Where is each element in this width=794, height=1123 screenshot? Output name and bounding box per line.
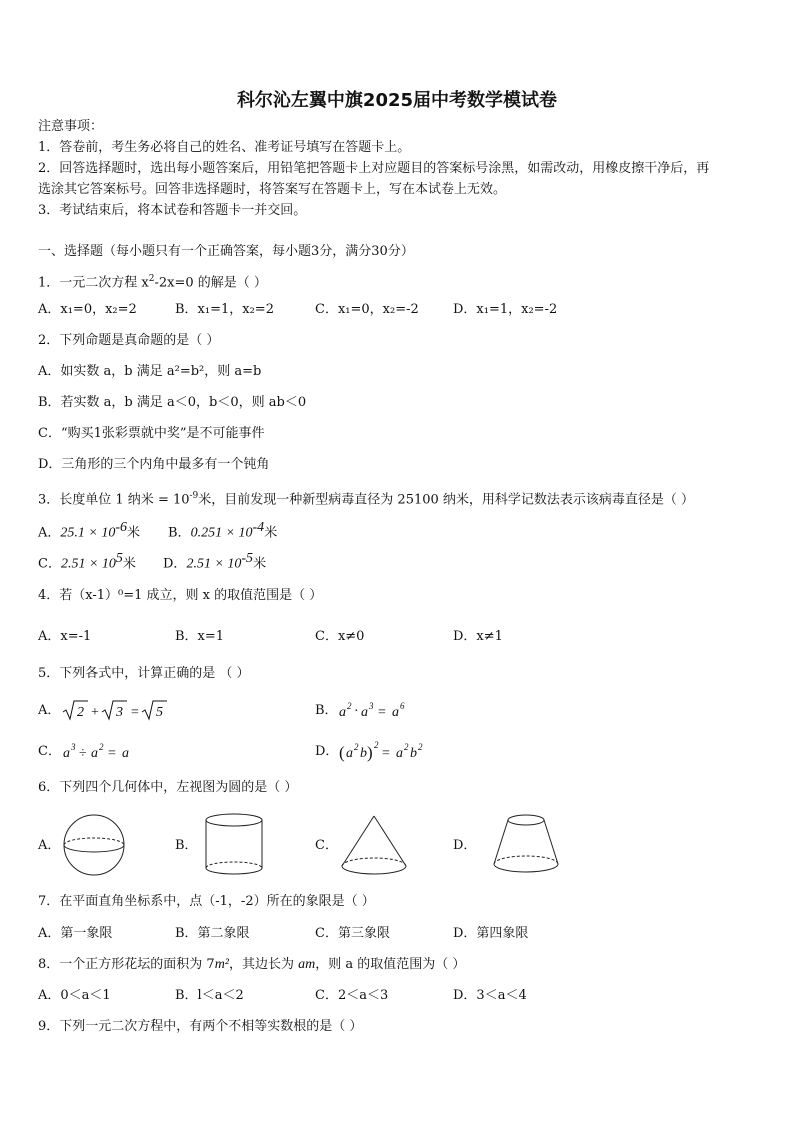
svg-text:a: a: [346, 746, 353, 761]
q7-option-c: C．第三象限: [315, 926, 390, 941]
q3-option-c: C．$2.51 \times 10^5$米: [38, 551, 136, 572]
svg-text:2: 2: [374, 740, 379, 750]
svg-text:2: 2: [99, 742, 104, 752]
svg-text:2: 2: [77, 705, 84, 720]
q5-option-b-formula: [336, 696, 426, 724]
svg-text:·: ·: [354, 704, 359, 719]
cylinder-figure: [200, 812, 270, 878]
q1-option-a: A．x₁=0，x₂=2: [38, 302, 137, 317]
q1-option-c: C．x₁=0，x₂=-2: [315, 302, 419, 317]
question-6-stem: 6．下列四个几何体中，左视图为圆的是（ ）: [38, 780, 298, 795]
q8-option-b: B．l＜a＜2: [175, 988, 244, 1003]
svg-text:a: a: [122, 746, 129, 761]
svg-text:b: b: [360, 746, 367, 761]
svg-text:=: =: [378, 705, 386, 720]
q5-option-c-label: C．: [38, 744, 61, 759]
q7-option-b: B．第二象限: [175, 926, 250, 941]
q6-option-d-label: D．: [453, 838, 477, 853]
q8-option-a: A．0＜a＜1: [38, 988, 111, 1003]
q4-option-b: B．x=1: [175, 629, 225, 644]
svg-text:(: (: [339, 743, 345, 762]
q8-option-d: D．3＜a＜4: [453, 988, 527, 1003]
q4-option-a: A．x=-1: [38, 629, 92, 644]
q4-option-c: C．x≠0: [315, 629, 365, 644]
svg-text:2: 2: [404, 742, 409, 752]
question-3-stem: 3．长度单位 1 纳米 = $10^{-9}$米，目前发现一种新型病毒直径为 25100 纳米，用科学记数法表示该病毒直径是（ ）: [38, 491, 695, 508]
question-4-stem: 4．若（x-1）⁰=1 成立，则 x 的取值范围是（ ）: [38, 588, 323, 603]
question-5-stem: 5．下列各式中，计算正确的是 （ ）: [38, 666, 250, 681]
question-7-stem: 7．在平面直角坐标系中，点（-1，-2）所在的象限是（ ）: [38, 894, 375, 909]
frustum-figure: [490, 810, 564, 876]
svg-text:3: 3: [71, 742, 76, 752]
notice-item-1: 1．答卷前，考生务必将自己的姓名、准考证号填写在答题卡上。: [38, 140, 411, 155]
q5-option-a-label: A．: [38, 703, 61, 718]
q5-option-a-formula: [60, 696, 170, 724]
q5-option-d-label: D．: [315, 744, 339, 759]
svg-text:a: a: [396, 746, 403, 761]
question-8-stem: 8．一个正方形花坛的面积为 7m²，其边长为 am，则 a 的取值范围为（ ）: [38, 957, 466, 972]
page-title: 科尔沁左翼中旗2025届中考数学模试卷: [236, 90, 558, 111]
q2-option-b: B．若实数 a，b 满足 a＜0，b＜0，则 ab＜0: [38, 395, 307, 410]
svg-text:5: 5: [156, 705, 163, 720]
svg-text:+: +: [91, 705, 99, 720]
q7-option-a: A．第一象限: [38, 926, 113, 941]
q3-option-a: A．$25.1 \times 10^{-6}$米: [38, 520, 141, 541]
svg-text:a: a: [392, 705, 399, 720]
q1-option-d: D．x₁=1，x₂=-2: [453, 302, 558, 317]
q6-option-a-label: A．: [38, 838, 61, 853]
q7-option-d: D．第四象限: [453, 926, 529, 941]
svg-text:=: =: [131, 705, 139, 720]
q2-option-c: C．“购买1张彩票就中奖”是不可能事件: [38, 426, 265, 441]
notice-item-2-cont: 选涂其它答案标号。回答非选择题时，将答案写在答题卡上，写在本试卷上无效。: [38, 182, 507, 197]
question-2-stem: 2．下列命题是真命题的是（ ）: [38, 333, 220, 348]
q5-option-d-formula: [336, 737, 436, 765]
sphere-figure: [60, 814, 132, 878]
svg-text:a: a: [91, 746, 98, 761]
svg-text:2: 2: [347, 701, 352, 711]
svg-text:=: =: [382, 746, 390, 761]
svg-text:÷: ÷: [79, 746, 87, 761]
q3-option-d: D．$2.51 \times 10^{-5}$米: [163, 551, 267, 572]
question-1-stem: 1．一元二次方程 $x^2-2x=0$ 的解是（ ）: [38, 274, 267, 291]
svg-text:): ): [367, 743, 373, 762]
question-9-stem: 9．下列一元二次方程中，有两个不相等实数根的是（ ）: [38, 1019, 363, 1034]
svg-text:a: a: [339, 705, 346, 720]
cone-figure: [338, 812, 412, 878]
svg-text:=: =: [108, 746, 116, 761]
q2-option-a: A．如实数 a，b 满足 a²=b²，则 a=b: [38, 364, 262, 379]
q2-option-d: D．三角形的三个内角中最多有一个钝角: [38, 457, 270, 472]
svg-text:3: 3: [116, 705, 123, 720]
svg-text:3: 3: [369, 701, 374, 711]
q3-option-b: B．$0.251 \times 10^{-4}$米: [168, 520, 278, 541]
svg-text:a: a: [361, 705, 368, 720]
q5-option-b-label: B．: [315, 703, 338, 718]
q1-option-b: B．x₁=1，x₂=2: [175, 302, 274, 317]
svg-text:a: a: [63, 746, 70, 761]
svg-text:6: 6: [400, 701, 405, 711]
notice-heading: 注意事项：: [38, 119, 104, 134]
notice-item-2: 2．回答选择题时，选出每小题答案后，用铅笔把答题卡上对应题目的答案标号涂黑，如需改动，用橡皮擦干净后，再: [38, 161, 710, 176]
svg-text:2: 2: [354, 742, 359, 752]
q5-option-c-formula: [60, 737, 150, 765]
q6-option-b-label: B．: [175, 838, 198, 853]
notice-item-3: 3．考试结束后，将本试卷和答题卡一并交回。: [38, 203, 307, 218]
q6-option-c-label: C．: [315, 838, 338, 853]
svg-text:b: b: [410, 746, 417, 761]
q8-option-c: C．2＜a＜3: [315, 988, 389, 1003]
section-heading: 一、选择题（每小题只有一个正确答案，每小题3分，满分30分）: [38, 244, 414, 259]
q4-option-d: D．x≠1: [453, 629, 503, 644]
svg-text:2: 2: [418, 742, 423, 752]
